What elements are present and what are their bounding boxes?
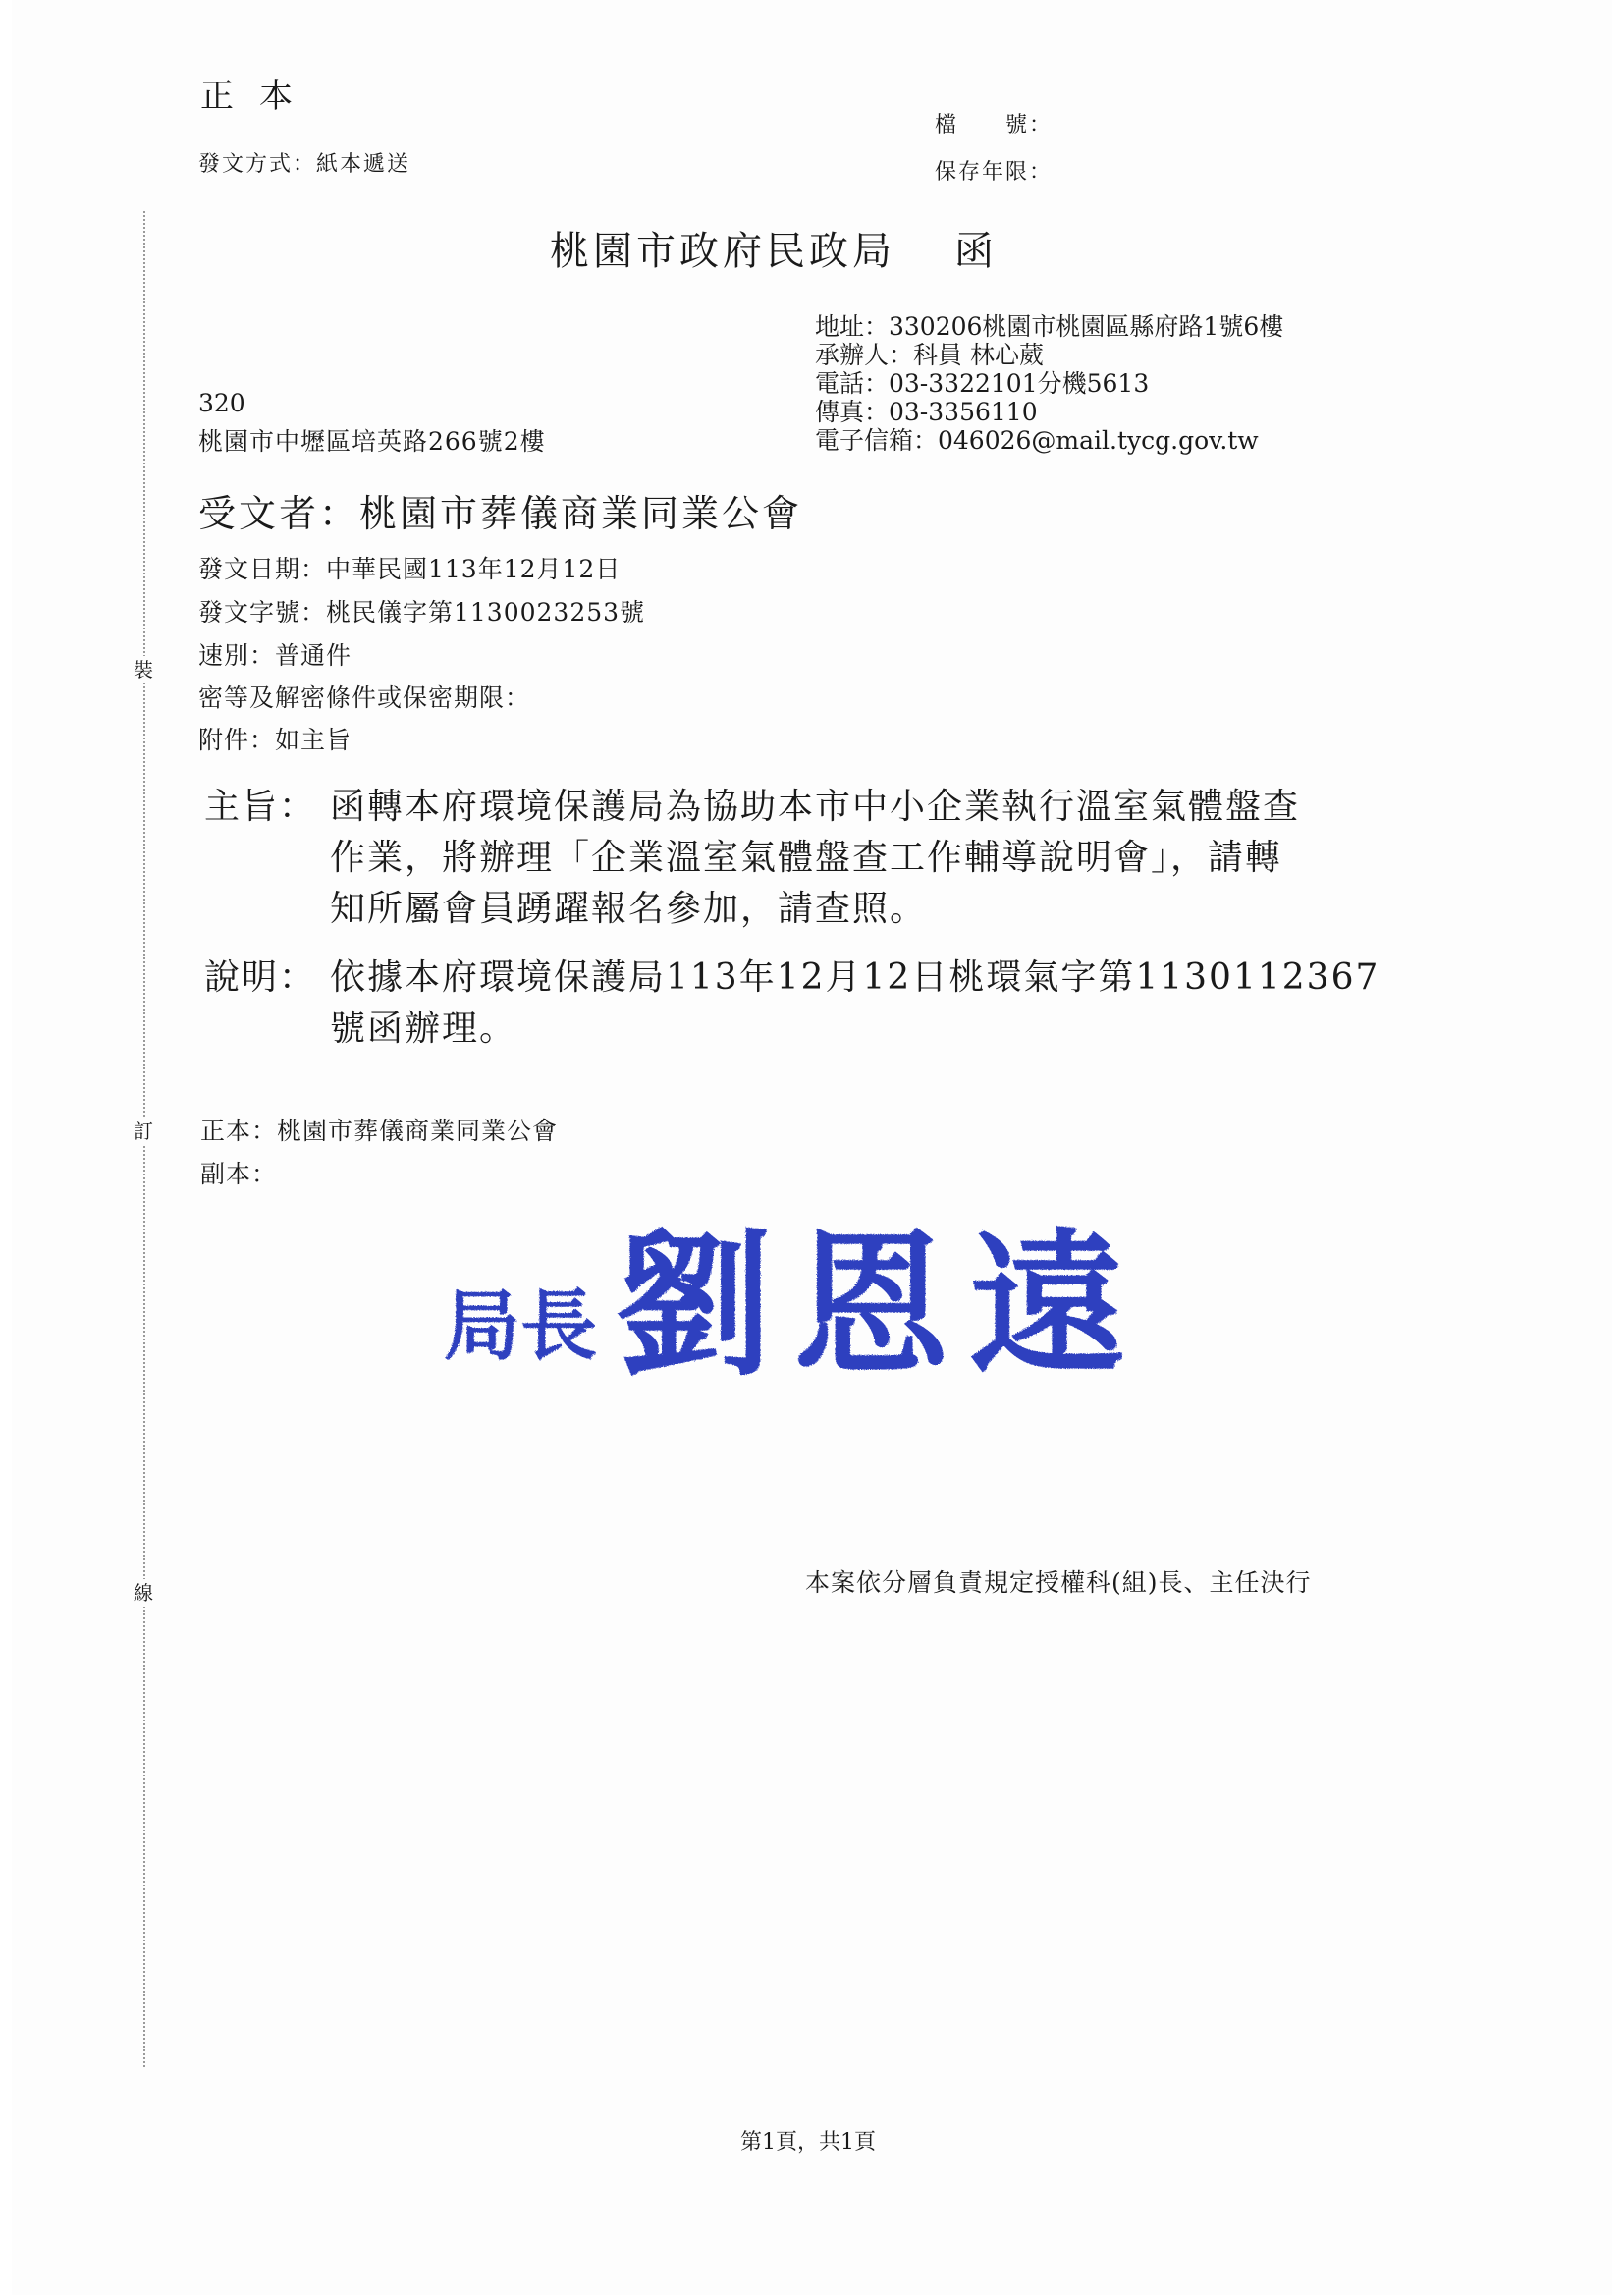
signature-stamp [444, 1193, 1229, 1409]
distribution-copy: 副本： [200, 1160, 278, 1188]
speed-class: 速別：普通件 [198, 641, 352, 670]
signature-name: 劉恩遠 [616, 1213, 1147, 1397]
page-number: 第1頁，共1頁 [740, 2130, 876, 2155]
doc-type: 函 [954, 229, 998, 274]
binding-mark-zhuang: 裝 [130, 656, 157, 683]
sender-phone: 電話：03-3322101分機5613 [815, 369, 1150, 398]
copy-label: 正本 [200, 77, 318, 116]
receiver-address: 桃園市中壢區培英路266號2樓 [198, 427, 546, 456]
document-page [12, 0, 1612, 2295]
signature-title: 局長 [444, 1282, 598, 1371]
subject-section [204, 782, 1300, 935]
retention-field: 保存年限： [935, 160, 1054, 185]
recipient: 受文者：桃園市葬儀商業同業公會 [198, 492, 803, 535]
receiver-postal-code: 320 [198, 389, 245, 417]
secrecy-level: 密等及解密條件或保密期限： [198, 683, 531, 712]
file-number-label-suffix: 號： [1005, 113, 1054, 137]
sender-email: 電子信箱：046026@mail.tycg.gov.tw [815, 426, 1259, 455]
file-number-label: 檔 [935, 113, 959, 137]
explanation-line-1: 依據本府環境保護局113年12月12日桃環氣字第1130112367 [330, 957, 1380, 998]
sender-info [815, 312, 1283, 455]
binding-mark-ding: 訂 [130, 1118, 157, 1145]
document-title [550, 220, 998, 276]
sender-handler: 承辦人：科員 林心葳 [815, 341, 1044, 369]
explanation-line-2: 號函辦理。 [330, 1009, 517, 1049]
send-method: 發文方式：紙本遞送 [198, 152, 411, 177]
issue-date: 發文日期：中華民國113年12月12日 [198, 555, 622, 583]
subject-line-2: 作業，將辦理「企業溫室氣體盤查工作輔導說明會」，請轉 [330, 838, 1283, 878]
subject-label: 主旨： [204, 787, 317, 827]
file-number-field [935, 108, 1053, 138]
binding-mark-xian: 線 [130, 1579, 157, 1607]
sender-address: 地址：330206桃園市桃園區縣府路1號6樓 [815, 312, 1284, 341]
attachment: 附件：如主旨 [198, 726, 352, 754]
sender-fax: 傳真：03-3356110 [815, 398, 1038, 426]
subject-line-1: 函轉本府環境保護局為協助本市中小企業執行溫室氣體盤查 [330, 787, 1301, 827]
explanation-section [204, 953, 1380, 1055]
delegation-note: 本案依分層負責規定授權科(組)長、主任決行 [805, 1568, 1312, 1597]
distribution-original: 正本：桃園市葬儀商業同業公會 [200, 1117, 559, 1145]
agency-name: 桃園市政府民政局 [550, 229, 895, 274]
document-number: 發文字號：桃民儀字第1130023253號 [198, 598, 646, 627]
subject-line-3: 知所屬會員踴躍報名參加，請查照。 [330, 889, 928, 929]
explanation-label: 說明： [204, 957, 317, 998]
